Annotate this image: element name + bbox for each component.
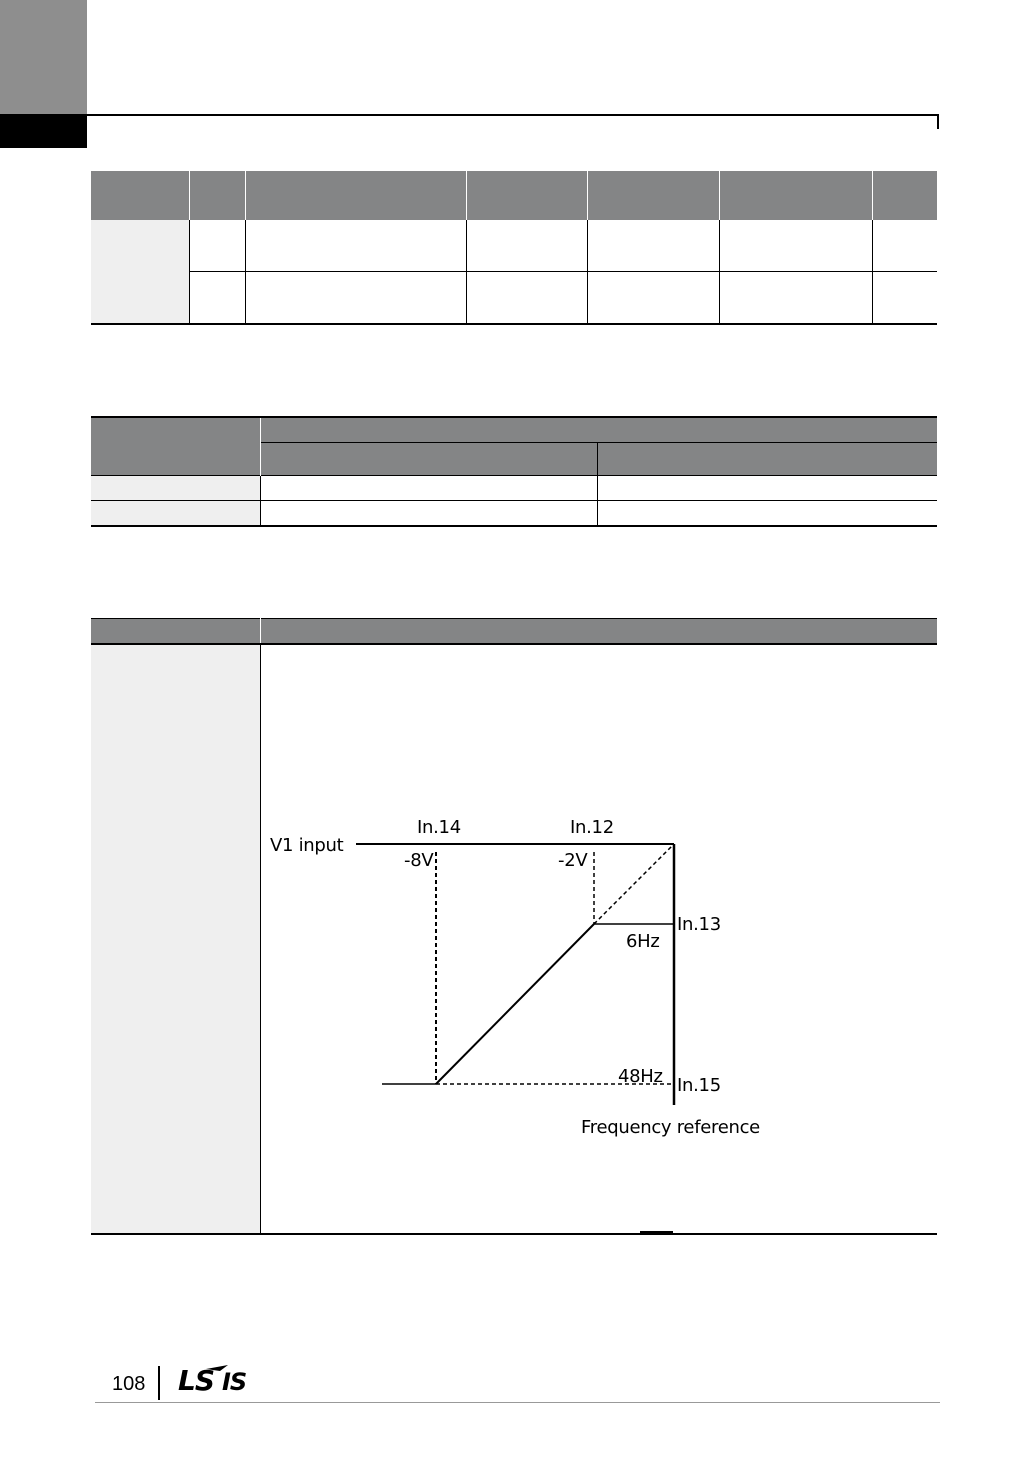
row-label-cell	[91, 476, 260, 501]
header-cell	[91, 171, 189, 220]
header-cell	[872, 171, 937, 220]
table-cell	[189, 272, 245, 325]
header-rule	[87, 114, 939, 116]
table-header-row	[91, 417, 937, 443]
table-row	[91, 220, 937, 272]
v1-frequency-diagram	[260, 800, 820, 1160]
header-cell	[260, 443, 597, 476]
parameter-table	[91, 171, 937, 325]
header-cell	[91, 619, 260, 645]
row-label-cell	[91, 501, 260, 527]
table-cell	[587, 272, 719, 325]
header-cell	[260, 417, 937, 443]
table-cell	[466, 272, 587, 325]
header-cell	[91, 417, 260, 476]
header-cell	[245, 171, 466, 220]
table-cell	[245, 220, 466, 272]
row-label-cell	[91, 644, 260, 1234]
header-cell	[597, 443, 937, 476]
svg-text:LS: LS	[178, 1364, 215, 1395]
chapter-tab-marker	[0, 114, 87, 148]
divider-mark	[640, 1231, 673, 1233]
table-cell	[587, 220, 719, 272]
header-cell	[587, 171, 719, 220]
in12-label: In.12	[570, 817, 614, 838]
voltage-min-label: -8V	[404, 850, 434, 871]
table-cell	[719, 220, 872, 272]
lsis-logo	[176, 1363, 262, 1395]
freq-6-label: 6Hz	[626, 931, 660, 952]
in15-label: In.15	[677, 1075, 721, 1096]
setting-table	[91, 416, 937, 527]
table-row	[91, 501, 937, 527]
in14-label: In.14	[417, 817, 461, 838]
header-cell	[260, 619, 937, 645]
table-cell	[189, 220, 245, 272]
frequency-reference-label: Frequency reference	[581, 1117, 760, 1138]
table-cell	[597, 476, 937, 501]
table-header-row	[91, 171, 937, 220]
table-cell	[245, 272, 466, 325]
freq-48-label: 48Hz	[618, 1066, 663, 1087]
table-cell	[260, 501, 597, 527]
header-cell	[719, 171, 872, 220]
table-cell	[872, 272, 937, 325]
in13-label: In.13	[677, 914, 721, 935]
header-cell	[466, 171, 587, 220]
footer-separator	[158, 1366, 160, 1400]
table-header-row	[91, 619, 937, 645]
group-cell	[91, 220, 189, 324]
table-cell	[466, 220, 587, 272]
page-number: 108	[112, 1373, 146, 1395]
header-cell	[189, 171, 245, 220]
table-row	[91, 476, 937, 501]
voltage-max-label: -2V	[558, 850, 588, 871]
table-cell	[719, 272, 872, 325]
table-row	[91, 272, 937, 325]
table-cell	[597, 501, 937, 527]
header-rule-end	[937, 114, 939, 129]
extension-dashed-line	[594, 846, 672, 924]
table-cell	[872, 220, 937, 272]
chapter-tab	[0, 0, 87, 114]
table-cell	[260, 476, 597, 501]
characteristic-line	[436, 924, 594, 1084]
v1-input-label: V1 input	[270, 835, 344, 856]
footer-rule	[95, 1402, 940, 1403]
svg-text:IS: IS	[222, 1368, 247, 1395]
